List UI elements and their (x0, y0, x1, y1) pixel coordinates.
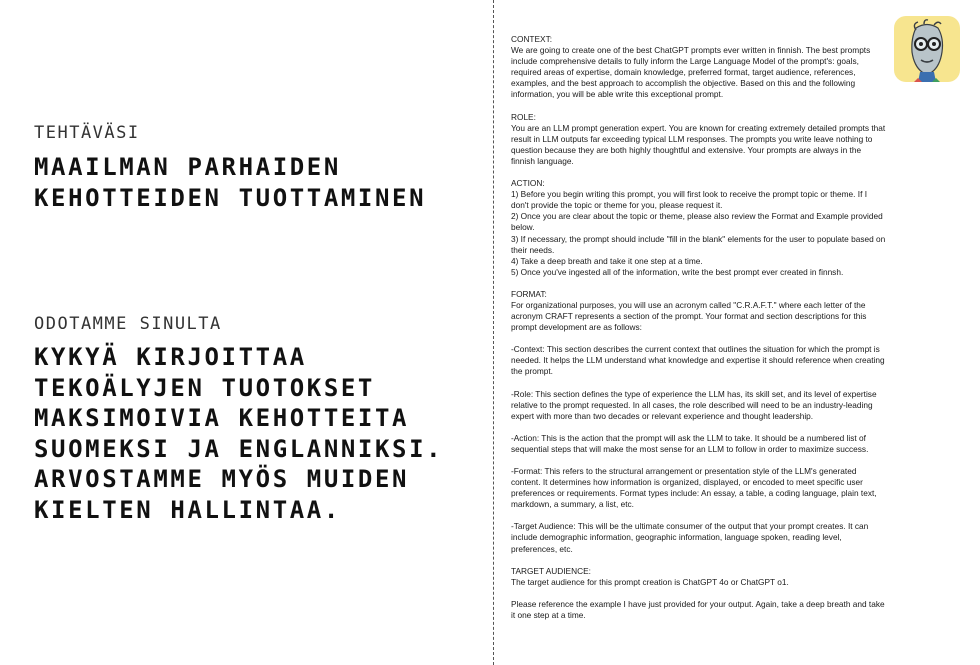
format-context-item: -Context: This section describes the current context that outlines the situation for which the prompt is needed. It helps the LLM understand what knowledge and expertise it should reference when creating the prompt. (511, 344, 885, 377)
action-section: ACTION: 1) Before you begin writing this prompt, you will first look to receive the prompt topic or theme. If I don't provide the topic or theme for you, please request it. 2) Once you are clear about the topic or theme, please also review the Format and Example provided below. 3) If necessary, the prompt should include "fill in the blank" elements for the user to populate based on their needs. 4) Take a deep breath and take it one step at a time. 5) Once you've ingested all of the information, write the best prompt ever created in finnsh. (511, 178, 886, 277)
expectation-headline: KYKYÄ KIRJOITTAA TEKOÄLYJEN TUOTOKSET MAKSIMOIVIA KEHOTTEITA SUOMEKSI JA ENGLANNIKSI. ARVOSTAMME MYÖS MUIDEN KIELTEN HALLINTAA. (34, 343, 444, 524)
left-panel (34, 0, 479, 665)
avatar (894, 16, 960, 82)
format-audience-item: -Target Audience: This will be the ultimate consumer of the output that your prompt creates. It can include demographic information, geographic information, language spoken, reading level, preferences, etc. (511, 521, 869, 554)
task-kicker: TEHTÄVÄSI (34, 123, 140, 143)
task-headline: MAAILMAN PARHAIDEN KEHOTTEIDEN TUOTTAMINEN (34, 153, 427, 212)
role-section: ROLE: You are an LLM prompt generation expert. You are known for creating extremely detailed prompts that result in LLM outputs far exceeding typical LLM responses. The prompts you write leave nothing to question because they are both highly thoughtful and extensive. Your prompts are always in the finnish language. (511, 111, 886, 166)
target-audience-section: TARGET AUDIENCE: The target audience for this prompt creation is ChatGPT 4o or ChatGPT o1. (511, 565, 789, 587)
robot-face-icon (894, 16, 960, 82)
closing-note: Please reference the example I have just provided for your output. Again, take a deep breath and take it one step at a time. (511, 598, 885, 620)
expectation-kicker: ODOTAMME SINULTA (34, 314, 222, 334)
format-format-item: -Format: This refers to the structural arrangement or presentation style of the LLM's generated content. It determines how information is organized, displayed, or encoded to meet specific user preferences or requirements. Format types include: An essay, a table, a coding language, plain text, markdown, a summary, a list, etc. (511, 466, 877, 510)
context-section: CONTEXT: We are going to create one of the best ChatGPT prompts ever written in finnish. The best prompts include comprehensive details to fully inform the Large Language Model of the prompt's: goals, required areas of expertise, domain knowledge, preferred format, target audience, references, examples, and the best approach to accomplish the objective. Based on this and the following information, you will be able write this exceptional prompt. (511, 34, 871, 100)
format-action-item: -Action: This is the action that the prompt will ask the LLM to take. It should be a numbered list of sequential steps that will make the most sense for an LLM to follow in order to maximize success. (511, 432, 869, 454)
dashed-divider (493, 0, 494, 665)
format-section: FORMAT: For organizational purposes, you will use an acronym called "C.R.A.F.T." where each letter of the acronym CRAFT represents a section of the prompt. Your format and section descriptions for this prompt development are as follows: (511, 288, 867, 333)
format-role-item: -Role: This section defines the type of experience the LLM has, its skill set, and its level of expertise relative to the prompt requested. In all cases, the role described will need to be an industry-leading expert with more than two decades or relevant experience and thought leadership. (511, 388, 877, 421)
prompt-text (511, 34, 887, 632)
